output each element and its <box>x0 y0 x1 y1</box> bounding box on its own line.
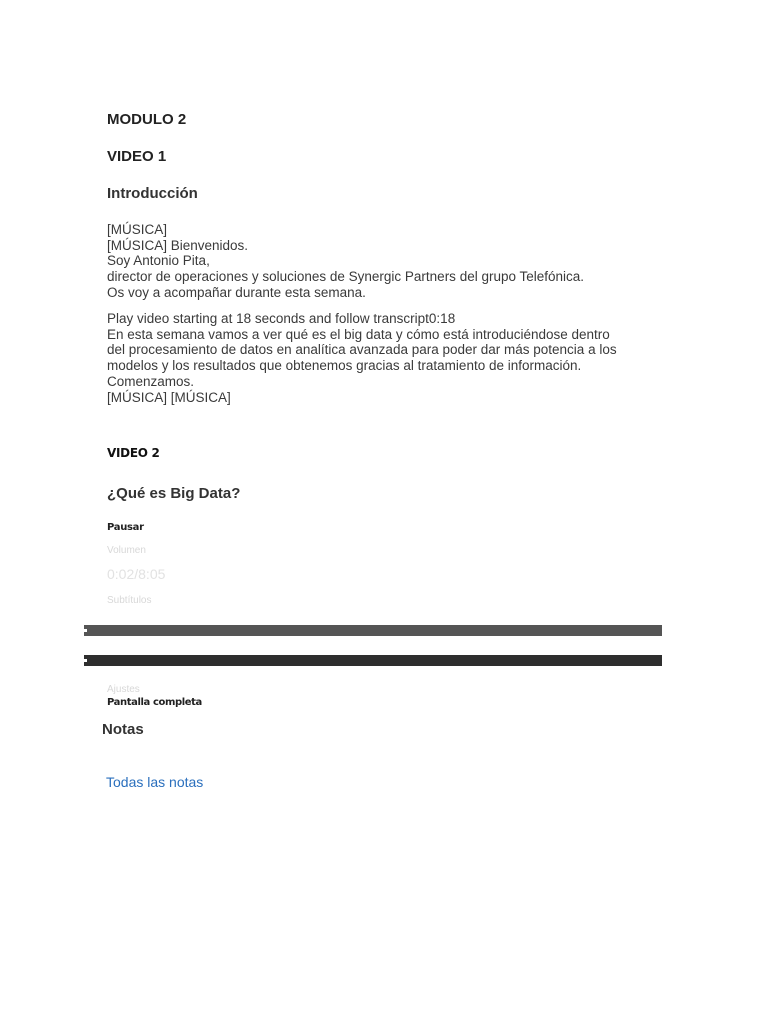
fullscreen-button[interactable]: Pantalla completa <box>107 697 202 708</box>
progress-handle[interactable] <box>84 629 87 632</box>
seek-handle[interactable] <box>84 659 87 662</box>
subtitles-button[interactable]: Subtítulos <box>107 595 152 606</box>
progress-bar-buffered[interactable] <box>84 625 662 636</box>
intro-line: director de operaciones y soluciones de Synergic Partners del grupo Telefónica. <box>107 269 585 285</box>
intro-line: [MÚSICA] <box>107 222 168 237</box>
settings-button[interactable]: Ajustes <box>107 684 140 695</box>
volume-control[interactable]: Volumen <box>107 545 146 556</box>
progress-bar-track[interactable] <box>84 655 662 666</box>
video1-transcript <box>107 311 617 405</box>
transcript-line: modelos y los resultados que obtenemos gracias al tratamiento de información. <box>107 358 582 374</box>
transcript-line: En esta semana vamos a ver qué es el big data y cómo está introduciéndose dentro <box>107 326 610 342</box>
intro-line: Soy Antonio Pita, <box>107 253 210 269</box>
transcript-line: Comenzamos. <box>107 373 195 389</box>
video2-label: VIDEO 2 <box>107 446 160 460</box>
notes-heading: Notas <box>102 721 144 738</box>
transcript-line: [MÚSICA] [MÚSICA] <box>107 389 231 405</box>
video1-intro-text <box>107 222 584 301</box>
time-display: 0:02/8:05 <box>107 566 166 582</box>
pause-button[interactable]: Pausar <box>107 522 144 533</box>
module-title: MODULO 2 <box>107 111 187 128</box>
intro-line: Os voy a acompañar durante esta semana. <box>107 284 366 300</box>
intro-line: [MÚSICA] Bienvenidos. <box>107 237 249 253</box>
transcript-line: Play video starting at 18 seconds and follow transcript0:18 <box>107 311 456 326</box>
video1-label: VIDEO 1 <box>107 148 167 165</box>
video1-title: Introducción <box>107 185 198 202</box>
all-notes-link[interactable]: Todas las notas <box>106 774 204 790</box>
transcript-line: del procesamiento de datos en analítica avanzada para poder dar más potencia a los <box>107 342 617 358</box>
video2-title: ¿Qué es Big Data? <box>107 485 241 502</box>
